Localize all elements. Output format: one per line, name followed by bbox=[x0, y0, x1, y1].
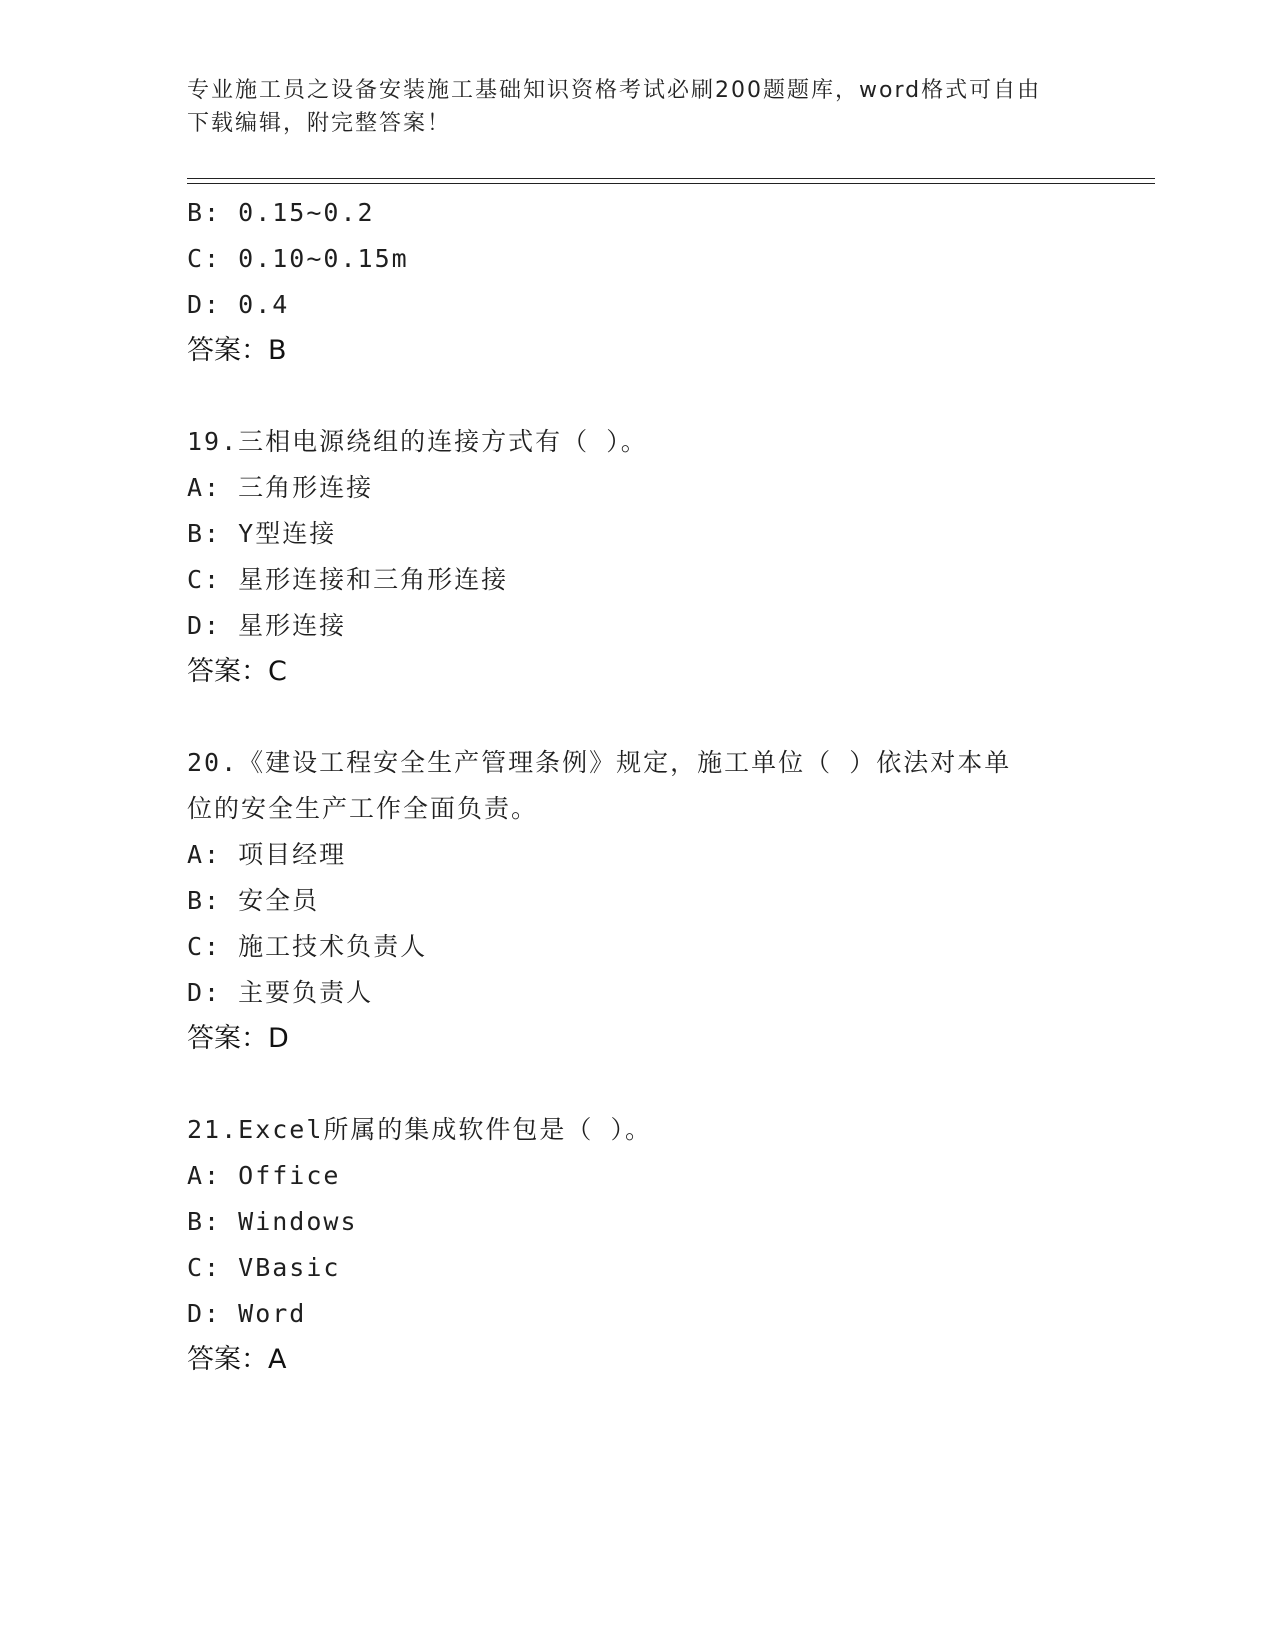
q20-option-a: A: 项目经理 bbox=[187, 840, 347, 869]
spacer bbox=[187, 1062, 1087, 1107]
q18-option-d: D: 0.4 bbox=[187, 290, 290, 319]
question-19 bbox=[187, 419, 1087, 695]
header-title-line-1: 专业施工员之设备安装施工基础知识资格考试必刷200题题库，word格式可自由 bbox=[187, 78, 1042, 103]
q19-option-a: A: 三角形连接 bbox=[187, 473, 374, 502]
q18-answer: 答案：B bbox=[187, 335, 287, 366]
q20-answer: 答案：D bbox=[187, 1023, 289, 1054]
question-21 bbox=[187, 1107, 1087, 1383]
q21-question: 21.Excel所属的集成软件包是（ ）。 bbox=[187, 1115, 652, 1144]
q19-question: 19.三相电源绕组的连接方式有（ ）。 bbox=[187, 427, 648, 456]
question-20 bbox=[187, 740, 1087, 1062]
header-title-line-2: 下载编辑，附完整答案！ bbox=[187, 111, 452, 136]
q20-option-b: B: 安全员 bbox=[187, 886, 320, 915]
header-divider-bottom bbox=[187, 183, 1155, 184]
q21-answer: 答案：A bbox=[187, 1344, 287, 1375]
header-divider-top bbox=[187, 178, 1155, 179]
q20-question-line-1: 20.《建设工程安全生产管理条例》规定，施工单位（ ）依法对本单 bbox=[187, 748, 1012, 777]
document-header bbox=[187, 74, 1087, 140]
q20-option-c: C: 施工技术负责人 bbox=[187, 932, 428, 961]
q20-option-d: D: 主要负责人 bbox=[187, 978, 374, 1007]
q21-option-b: B: Windows bbox=[187, 1207, 358, 1236]
q21-option-a: A: Office bbox=[187, 1161, 341, 1190]
spacer bbox=[187, 374, 1087, 419]
q19-option-b: B: Y型连接 bbox=[187, 519, 337, 548]
q19-option-c: C: 星形连接和三角形连接 bbox=[187, 565, 509, 594]
q21-option-d: D: Word bbox=[187, 1299, 307, 1328]
q19-answer: 答案：C bbox=[187, 656, 287, 687]
q21-option-c: C: VBasic bbox=[187, 1253, 341, 1282]
q20-question-line-2: 位的安全生产工作全面负责。 bbox=[187, 794, 539, 823]
question-list bbox=[187, 190, 1087, 1383]
spacer bbox=[187, 695, 1087, 740]
q18-option-c: C: 0.10~0.15m bbox=[187, 244, 409, 273]
q19-option-d: D: 星形连接 bbox=[187, 611, 347, 640]
q18-option-b: B: 0.15~0.2 bbox=[187, 198, 375, 227]
question-18-tail bbox=[187, 190, 1087, 374]
